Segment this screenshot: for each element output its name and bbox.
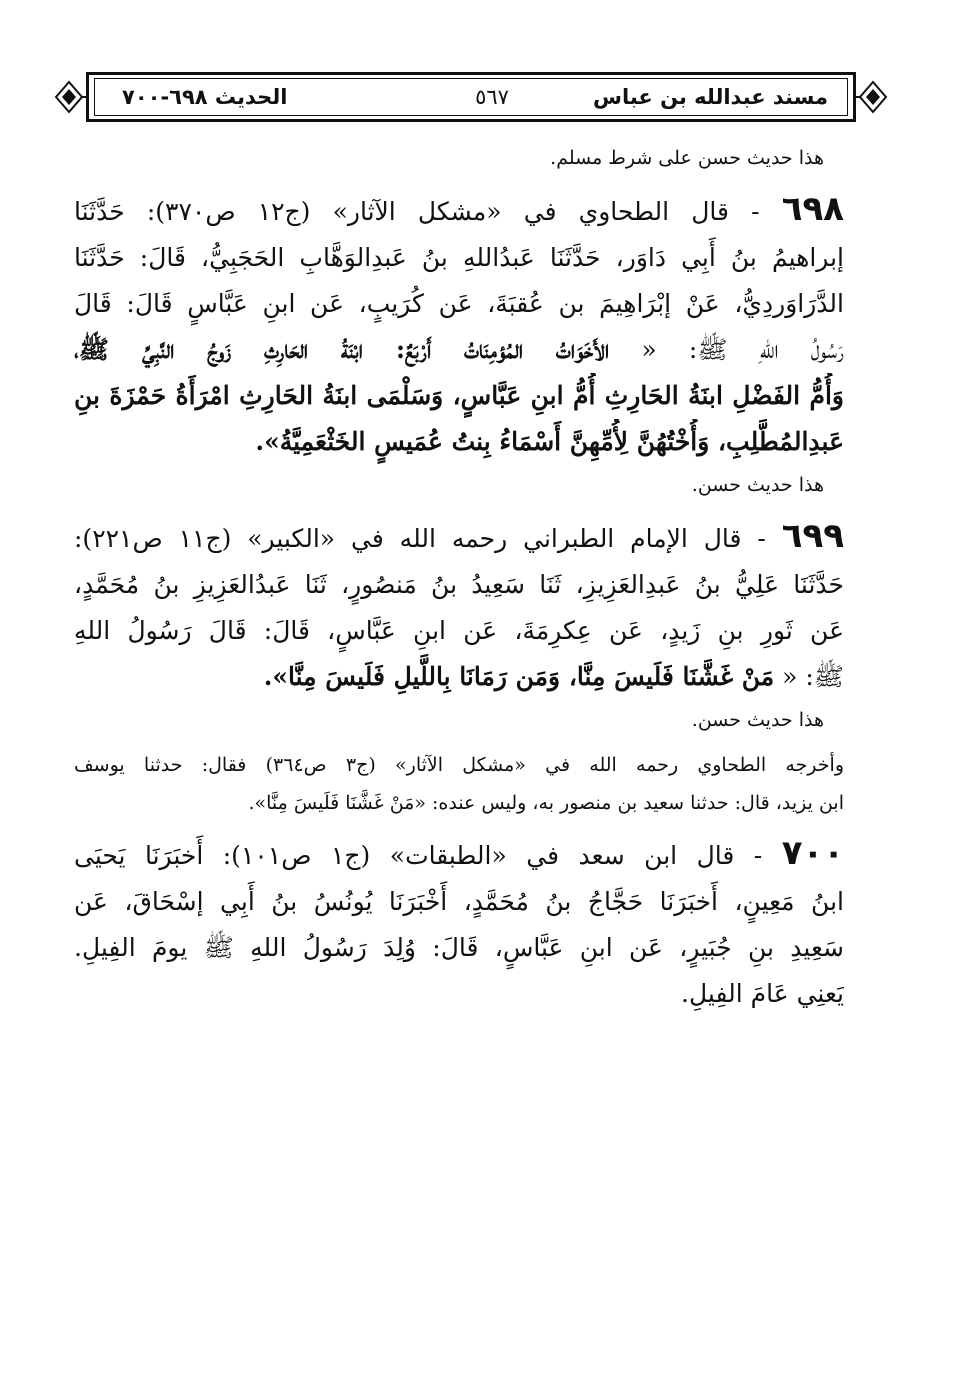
hadith-700-line-2: ابنُ مَعِينٍ، أَخبَرَنَا حَجَّاجُ بنُ مُحَمَّدٍ، أَخْبَرَنَا يُونُسُ بنُ أَبِي إسْحَاقَ، عَن xyxy=(74,887,844,916)
hadith-700-lead: - قال ابن سعد في «الطبقات» (ج١ ص١٠١): أَخبَرَنَا يَحيَى xyxy=(74,841,763,870)
hadith-699-line-2: حَدَّثَنَا عَلِيُّ بنُ عَبدِالعَزِيزِ، ثَنَا سَعِيدُ بنُ مَنصُورٍ، ثَنَا عَبدُالعَزِيزِ بنُ مُحَمَّدٍ، xyxy=(74,570,844,599)
hadith-698-line-4 xyxy=(74,327,844,373)
hadith-699-number: ٦٩٩ xyxy=(781,516,844,556)
hadith-700-line-4: يَعنِي عَامَ الفِيلِ. xyxy=(681,979,844,1008)
hadith-range: الحديث ٦٩٨-٧٠٠ xyxy=(122,85,288,109)
grading-note-1: هذا حديث حسن على شرط مسلم. xyxy=(550,147,824,169)
hadith-699 xyxy=(74,513,844,700)
grading-note-3: هذا حديث حسن. xyxy=(691,709,824,731)
hadith-700 xyxy=(74,830,844,1017)
hadith-698-line-5: وَأُمُّ الفَضْلِ ابنَةُ الحَارِثِ أُمُّ ابنِ عَبَّاسٍ، وَسَلْمَى ابنَةُ الحَارِثِ امْرَأَةُ حَمْزَةَ بنِ xyxy=(74,381,844,410)
hadith-699-line-4 xyxy=(74,654,844,700)
additional-narration-line-2: ابن يزيد، قال: حدثنا سعيد بن منصور به، وليس عنده: «مَنْ غَشَّنَا فَلَيسَ مِنَّا». xyxy=(248,792,844,814)
hadith-698-number: ٦٩٨ xyxy=(781,189,844,229)
hadith-699-lead: - قال الإمام الطبراني رحمه الله في «الكبير» (ج١١ ص٢٢١): xyxy=(74,524,766,553)
hadith-698-line-6: عَبدِالمُطَّلِبِ، وَأُخْتُهُنَّ لِأُمِّهِنَّ أَسْمَاءُ بِنتُ عُمَيسٍ الخَثْعَمِيَّةُ». xyxy=(255,427,844,456)
hadith-700-line-3: سَعِيدِ بنِ جُبَيرٍ، عَن ابنِ عَبَّاسٍ، قَالَ: وُلِدَ رَسُولُ اللهِ ﷺ يومَ الفِيلِ. xyxy=(74,933,844,962)
hadith-698-line-3: الدَّرَاوَردِيُّ، عَنْ إبْرَاهِيمَ بن عُقبَةَ، عَن كُرَيبٍ، عَن ابنِ عَبَّاسٍ قَالَ: قَالَ xyxy=(74,289,844,318)
ornament-left-icon xyxy=(52,80,86,114)
additional-narration xyxy=(74,746,844,822)
ornament-right-icon xyxy=(856,80,890,114)
grading-note-2: هذا حديث حسن. xyxy=(691,474,824,496)
hadith-698 xyxy=(74,186,844,465)
hadith-698-line-4-prefix: رَسُولُ اللهِ ﷺ: « xyxy=(641,335,844,364)
hadith-700-number: ٧٠٠ xyxy=(781,833,844,873)
hadith-698-lead: - قال الطحاوي في «مشكل الآثار» (ج١٢ ص٣٧٠): حَدَّثَنَا xyxy=(74,197,760,226)
page-number: ٥٦٧ xyxy=(475,85,509,109)
hadith-699-line-3: عَن ثَورِ بنِ زَيدٍ، عَن عِكرِمَةَ، عَن ابنِ عَبَّاسٍ، قَالَ: قَالَ رَسُولُ اللهِ xyxy=(74,616,844,645)
page-header xyxy=(52,68,890,126)
hadith-698-matn-1: الأَخَوَاتُ المُؤمِنَاتُ أَرْبَعٌ: ابْنَةُ الحَارِثِ زَوجُ النَّبِيِّ ﷺ، xyxy=(74,335,610,364)
hadith-698-line-2: إبراهيمُ بنُ أَبِي دَاوَر، حَدَّثَنَا عَبدُاللهِ بنُ عَبدِالوَهَّابِ الحَجَبِيُّ، قَالَ: حَدَّثَنَا xyxy=(74,243,844,272)
hadith-700-line-1 xyxy=(74,830,844,879)
hadith-699-line-1 xyxy=(74,513,844,562)
book-title: مسند عبدالله بن عباس xyxy=(592,85,828,109)
hadith-699-matn: مَنْ غَشَّنَا فَلَيسَ مِنَّا، وَمَن رَمَانَا بِاللَّيلِ فَلَيسَ مِنَّا». xyxy=(263,662,775,691)
additional-narration-line-1: وأخرجه الطحاوي رحمه الله في «مشكل الآثار» (ج٣ ص٣٦٤) فقال: حدثنا يوسف xyxy=(74,754,844,776)
hadith-699-line-4-prefix: ﷺ: « xyxy=(782,662,844,691)
page-body xyxy=(74,138,844,1017)
hadith-698-line-1 xyxy=(74,186,844,235)
